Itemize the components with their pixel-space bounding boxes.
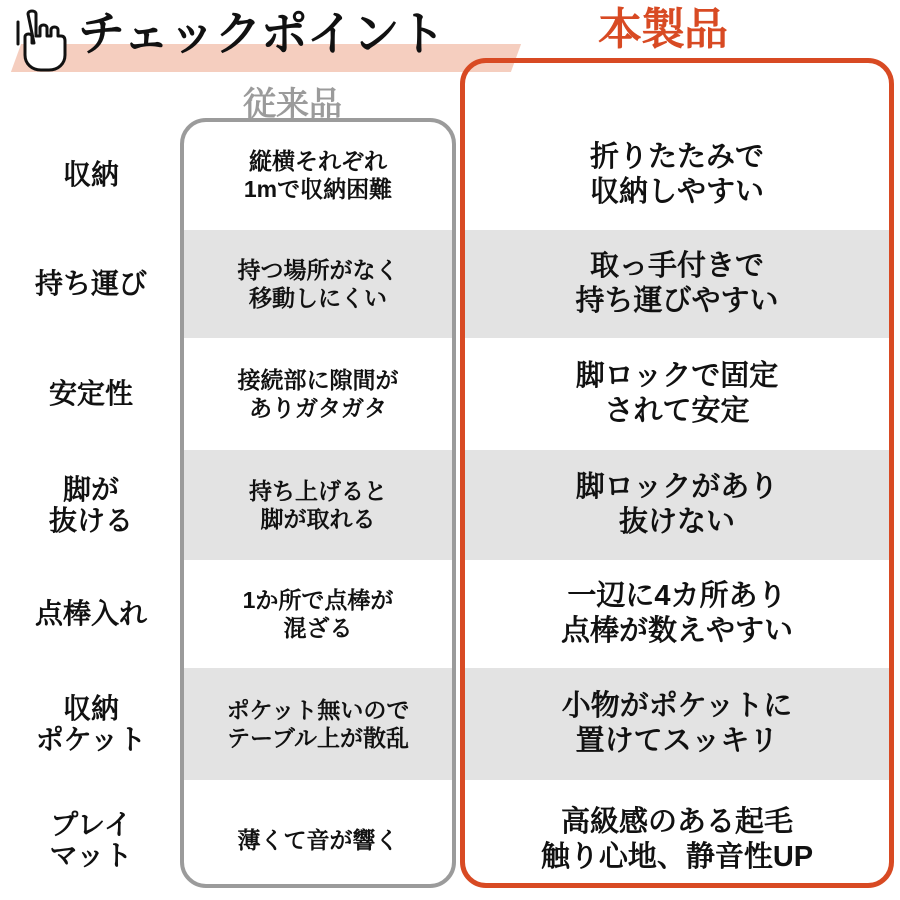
legacy-column-title: 従来品 bbox=[243, 85, 342, 122]
legacy-cell: 薄くて音が響く bbox=[237, 826, 399, 853]
product-cell: 取っ手付きで 持ち運びやすい bbox=[462, 230, 892, 338]
product-cell: 脚ロックがあり 抜けない bbox=[462, 450, 892, 560]
legacy-cell: 持ち上げると 脚が取れる bbox=[182, 450, 454, 560]
product-column-title: 本製品 bbox=[598, 5, 727, 54]
page-title: チェックポイント bbox=[78, 7, 445, 60]
legacy-cell: ポケット無いので テーブル上が散乱 bbox=[182, 668, 454, 780]
table-row bbox=[0, 450, 900, 560]
table-row bbox=[0, 120, 900, 230]
table-row bbox=[0, 668, 900, 780]
product-cell: 一辺に4カ所あり 点棒が数えやすい bbox=[560, 580, 793, 647]
header bbox=[0, 0, 900, 80]
legacy-cell: 持つ場所がなく 移動しにくい bbox=[182, 230, 454, 338]
pointing-hand-icon bbox=[6, 6, 74, 74]
feature-label: プレイ マット bbox=[49, 808, 133, 871]
product-cell: 脚ロックで固定 されて安定 bbox=[575, 360, 779, 427]
table-row bbox=[0, 780, 900, 900]
table-row bbox=[0, 338, 900, 450]
product-cell: 小物がポケットに 置けてスッキリ bbox=[462, 668, 892, 780]
table-row bbox=[0, 560, 900, 668]
table-row bbox=[0, 230, 900, 338]
product-title-underline bbox=[596, 58, 768, 63]
feature-label: 持ち運び bbox=[34, 268, 147, 300]
feature-label: 収納 ポケット bbox=[35, 692, 147, 755]
comparison-grid bbox=[0, 120, 900, 900]
feature-label: 点棒入れ bbox=[34, 598, 147, 630]
feature-label: 収納 bbox=[62, 159, 119, 191]
legacy-cell: 縦横それぞれ 1mで収納困難 bbox=[243, 147, 393, 202]
product-cell: 折りたたみで 収納しやすい bbox=[589, 141, 764, 208]
feature-label: 脚が 抜ける bbox=[48, 473, 133, 536]
legacy-cell: 1か所で点棒が 混ざる bbox=[242, 586, 394, 641]
legacy-cell: 接続部に隙間が ありガタガタ bbox=[237, 366, 399, 421]
feature-label: 安定性 bbox=[48, 378, 133, 410]
product-cell: 高級感のある起毛 触り心地、静音性UP bbox=[540, 806, 814, 873]
